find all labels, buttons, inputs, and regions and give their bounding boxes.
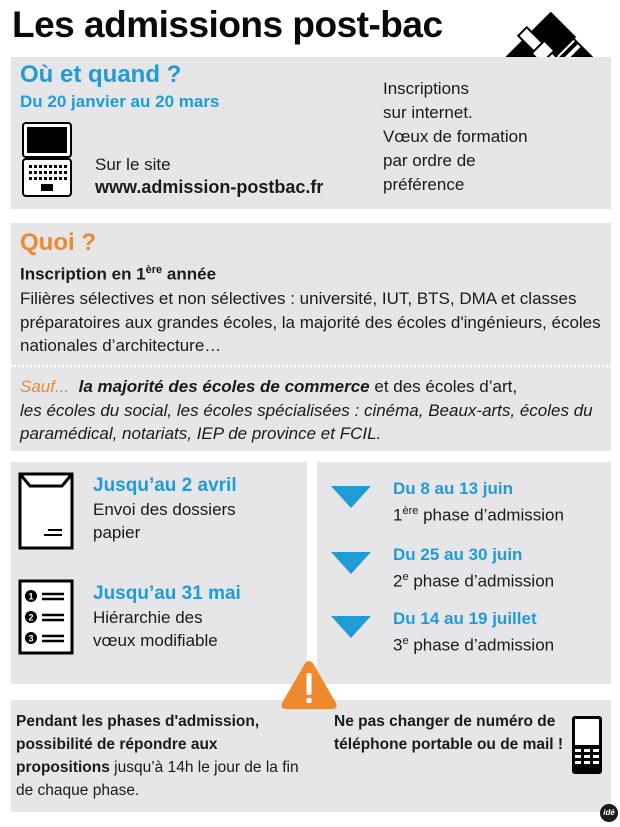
what-heading: Quoi ? <box>20 229 96 256</box>
triangle-down-icon <box>331 552 371 574</box>
dotted-divider <box>11 365 611 367</box>
phase-label: 2e phase d’admission <box>393 571 555 591</box>
publisher-logo: idé <box>600 804 618 822</box>
deadline-date: Jusqu’au 31 mai <box>93 583 241 604</box>
deadline-text: Hiérarchie des <box>93 608 203 627</box>
info-line: par ordre de <box>383 151 476 170</box>
info-line: Vœux de formation <box>383 127 528 146</box>
site-info <box>95 154 323 198</box>
what-subheading: Inscription en 1ère année <box>20 264 217 284</box>
where-when-panel <box>11 57 611 209</box>
deadline-item <box>93 582 241 652</box>
exceptions-normal: et des écoles d’art, <box>369 377 518 396</box>
phase-date: Du 25 au 30 juin <box>393 545 523 564</box>
triangle-down-icon <box>331 616 371 638</box>
deadline-text: papier <box>93 523 141 542</box>
warning-icon <box>278 657 340 713</box>
warning-left-text: Pendant les phases d'admission, possibilité de répondre aux propositions jusqu’à 14h le jour de la fin de chaque phase. <box>16 713 299 799</box>
what-panel <box>11 223 611 451</box>
site-label: Sur le site <box>95 155 171 174</box>
warning-panel <box>11 700 611 812</box>
where-dates: Du 20 janvier au 20 mars <box>20 92 220 111</box>
info-line: sur internet. <box>383 103 473 122</box>
info-line: Inscriptions <box>383 79 469 98</box>
deadline-item <box>93 474 237 544</box>
registration-info <box>383 77 528 197</box>
info-line: préférence <box>383 175 465 194</box>
site-url-link[interactable]: www.admission-postbac.fr <box>95 177 324 197</box>
where-heading: Où et quand ? <box>20 61 182 88</box>
mobile-phone-icon <box>571 715 603 775</box>
svg-text:1: 1 <box>28 591 34 602</box>
laptop-icon <box>21 121 73 199</box>
svg-text:2: 2 <box>28 612 34 623</box>
exceptions-bold: la majorité des écoles de commerce <box>78 377 370 396</box>
warning-right-text: Ne pas changer de numéro de téléphone portable ou de mail ! <box>334 713 564 753</box>
deadline-date: Jusqu’au 2 avril <box>93 475 237 496</box>
deadline-text: vœux modifiable <box>93 631 218 650</box>
triangle-down-icon <box>331 486 371 508</box>
phase-label: 3e phase d’admission <box>393 635 555 655</box>
phase-label: 1ère phase d’admission <box>393 505 564 525</box>
exceptions-rest: les écoles du social, les écoles spécialisées : cinéma, Beaux-arts, écoles du paramédical, notariats, IEP de province et FCIL. <box>20 400 593 443</box>
envelope-icon <box>18 472 74 550</box>
numbered-list-icon <box>18 579 74 655</box>
what-body-text: Filières sélectives et non sélectives : université, IUT, BTS, DMA et classes préparatoires aux grandes écoles, la majorité des écoles d'ingénieurs, écoles nationales d’architecture… <box>20 289 601 355</box>
page-title: Les admissions post-bac <box>12 4 443 45</box>
phase-date: Du 8 au 13 juin <box>393 479 513 498</box>
exceptions-text <box>20 375 610 446</box>
deadlines-panel <box>11 462 307 684</box>
deadline-text: Envoi des dossiers <box>93 500 236 519</box>
phase-date: Du 14 au 19 juillet <box>393 609 537 628</box>
phases-panel <box>317 462 611 684</box>
svg-text:3: 3 <box>28 633 34 644</box>
exceptions-keyword: Sauf... <box>20 377 70 396</box>
